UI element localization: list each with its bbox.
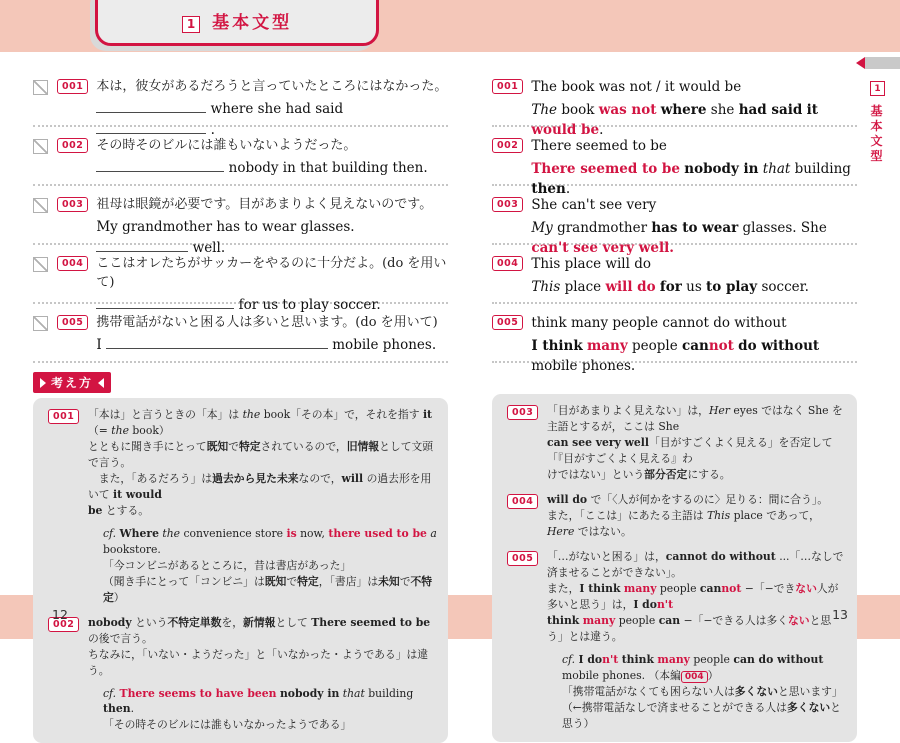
checkbox[interactable] bbox=[33, 198, 48, 213]
checkbox[interactable] bbox=[33, 80, 48, 95]
text-run: will bbox=[341, 471, 364, 485]
text-run: book） bbox=[128, 423, 170, 437]
text-run: −「−できる人は多く bbox=[680, 613, 789, 627]
ribbon-label: 考え方 bbox=[51, 376, 94, 390]
page-number-right: 13 bbox=[832, 607, 848, 622]
text-run: do without bbox=[738, 337, 820, 354]
item-body bbox=[531, 255, 857, 297]
answer-blank bbox=[96, 99, 206, 113]
text-run: なので， bbox=[298, 471, 342, 485]
text-run: 「目があまりよく見えない」は， bbox=[547, 404, 709, 417]
text-run: was not bbox=[598, 101, 657, 118]
text-run: nobody in that building then. bbox=[224, 159, 428, 176]
text-run: mobile phones. bbox=[531, 358, 636, 375]
text-run: where bbox=[660, 101, 707, 118]
text-run: building bbox=[364, 686, 414, 700]
text-run: building bbox=[790, 160, 851, 177]
text-run: it bbox=[806, 101, 818, 118]
spacer bbox=[547, 645, 846, 652]
tab-chapter-number: 1 bbox=[870, 81, 885, 96]
item-number-badge: 002 bbox=[492, 138, 523, 153]
text-run: と思います」 bbox=[777, 684, 843, 698]
answer-blank bbox=[96, 120, 206, 134]
text-run: My bbox=[531, 219, 553, 236]
right-page-column bbox=[492, 68, 857, 742]
text-run: の過去形を用いて bbox=[88, 471, 432, 501]
text-run: 004 bbox=[681, 671, 708, 683]
text-run: bookstore. bbox=[103, 542, 161, 556]
item-body bbox=[531, 78, 857, 141]
text-run: n't bbox=[656, 597, 674, 611]
text-run: glasses. She bbox=[738, 219, 827, 236]
text-run: then bbox=[103, 702, 131, 716]
text-run: の後で言う。 bbox=[88, 631, 153, 645]
spacer bbox=[88, 679, 437, 686]
text-run: と思う」とは違う。 bbox=[547, 613, 832, 643]
cf-example-line bbox=[562, 652, 846, 684]
chapter-number-box: 1 bbox=[182, 16, 200, 33]
item-body bbox=[531, 314, 857, 377]
text-run: many bbox=[587, 337, 628, 354]
explanation-line bbox=[547, 435, 846, 467]
text-run: . bbox=[565, 181, 571, 198]
text-run: many bbox=[623, 581, 657, 595]
text-run: cf. bbox=[103, 526, 117, 540]
text-run: where she had said bbox=[206, 100, 344, 117]
text-run: think bbox=[547, 613, 580, 627]
cf-example-line bbox=[103, 686, 437, 718]
text-run: This bbox=[706, 508, 731, 522]
left-page-column bbox=[33, 68, 448, 743]
text-run: it would bbox=[113, 487, 162, 501]
explanation-entry bbox=[44, 615, 437, 734]
text-run: されているので， bbox=[260, 439, 347, 453]
item-body bbox=[96, 196, 448, 259]
text-run: Here bbox=[547, 524, 575, 538]
chapter-header bbox=[95, 0, 379, 46]
text-run: 過去から見た未来 bbox=[212, 471, 299, 485]
answer-hint: think many people cannot do without bbox=[531, 315, 787, 331]
text-run: 「本は」と言うときの「本」は bbox=[88, 408, 243, 421]
text-run: ） bbox=[707, 668, 719, 682]
text-run: ...「…なしで済ませることができない」。 bbox=[547, 549, 844, 579]
text-run: とともに聞き手にとって bbox=[88, 439, 207, 453]
explanation-line bbox=[547, 581, 846, 613]
explanation-entry bbox=[503, 549, 846, 732]
text-run: また，「あるだろう」は bbox=[88, 471, 213, 485]
tab-bar bbox=[856, 57, 900, 69]
text-run: で「〈人が何かをするのに〉足りる：間に合う」。 bbox=[587, 492, 829, 506]
japanese-prompt: 本は，彼女があるだろうと言っていたところにはなかった。 bbox=[96, 79, 448, 94]
text-run: ない bbox=[788, 613, 810, 627]
text-run: という bbox=[131, 615, 168, 629]
text-run: を， bbox=[221, 615, 244, 629]
item-body bbox=[96, 255, 448, 316]
text-run: 多くない bbox=[734, 684, 778, 698]
text-run: now, bbox=[296, 526, 329, 540]
explanation-line bbox=[88, 615, 437, 647]
japanese-prompt: ここはオレたちがサッカーをやるのに十分だよ。(do を用いて) bbox=[96, 256, 447, 290]
explanation-line bbox=[547, 508, 846, 540]
text-run: とする。 bbox=[102, 503, 150, 517]
english-fill-line bbox=[96, 99, 448, 141]
page-number-left: 12 bbox=[52, 607, 68, 622]
left-arrow-icon bbox=[856, 57, 865, 69]
text-run: be bbox=[88, 503, 103, 517]
japanese-prompt: 祖母は眼鏡が必要です。目があまりよく見えないのです。 bbox=[96, 197, 433, 212]
text-run: で bbox=[228, 439, 239, 453]
text-run: cannot do without bbox=[665, 549, 776, 563]
text-run: また，「ここは」にあたる主語は bbox=[547, 508, 707, 522]
text-run: 特定 bbox=[297, 574, 319, 588]
text-run: . bbox=[599, 122, 604, 139]
text-run: （聞き手にとって「コンビニ」は bbox=[103, 574, 265, 588]
text-run: had said bbox=[738, 101, 803, 118]
explanation-line bbox=[88, 471, 437, 503]
exercise-item bbox=[33, 186, 448, 256]
item-number-badge: 004 bbox=[507, 494, 538, 509]
text-run: grandmother bbox=[552, 219, 652, 236]
text-run: it bbox=[422, 408, 433, 421]
text-run: ） bbox=[113, 590, 125, 604]
answer-hint: This place will do bbox=[531, 256, 651, 272]
english-fill-line bbox=[96, 217, 448, 259]
kangaekata-ribbon bbox=[33, 372, 111, 393]
text-run: で bbox=[286, 574, 298, 588]
text-run: she bbox=[706, 101, 739, 118]
text-run: the bbox=[242, 408, 261, 421]
item-body bbox=[531, 137, 857, 200]
text-run: 「その時そのビルには誰もいなかったようである」 bbox=[103, 718, 352, 732]
text-run: many bbox=[582, 613, 616, 627]
side-tab-char: 基 bbox=[870, 104, 883, 118]
cf-example-line bbox=[103, 526, 437, 558]
answer-sentence bbox=[531, 277, 857, 298]
text-run: cf. bbox=[103, 686, 117, 700]
text-run: book「その本」で，それを指す bbox=[260, 408, 423, 421]
text-run: 多くない bbox=[786, 700, 831, 714]
japanese-prompt: その時そのビルには誰もいないようだった。 bbox=[96, 138, 357, 153]
explanation-entry bbox=[503, 492, 846, 540]
explanation-entry bbox=[503, 403, 846, 483]
explanation-box-right bbox=[492, 394, 857, 742]
answer-hint: She can't see very bbox=[531, 197, 657, 213]
text-run: I do bbox=[633, 597, 657, 611]
text-run: 「…がないと困る」は， bbox=[547, 549, 666, 563]
text-run: 旧情報 bbox=[346, 439, 380, 453]
item-number-badge: 003 bbox=[492, 197, 523, 212]
text-run: people bbox=[627, 337, 683, 354]
text-run: the bbox=[162, 526, 181, 540]
tab-chapter-title bbox=[869, 104, 900, 164]
text-run: can bbox=[699, 581, 722, 595]
answer-item bbox=[492, 304, 857, 375]
text-run: mobile phones. （本編 bbox=[562, 668, 681, 682]
item-number-badge: 005 bbox=[507, 551, 538, 566]
text-run: not bbox=[721, 581, 742, 595]
text-run: will do bbox=[547, 492, 588, 506]
item-number-badge: 003 bbox=[507, 405, 538, 420]
text-run: can't see very well. bbox=[531, 240, 674, 257]
english-fill-line bbox=[96, 158, 448, 179]
item-number-badge: 004 bbox=[57, 256, 88, 271]
answer-hint: There seemed to be bbox=[531, 138, 667, 154]
ribbon-right-arrow-icon bbox=[40, 378, 46, 388]
answer-item bbox=[492, 68, 857, 139]
explanation-line bbox=[547, 403, 846, 435]
text-run: us bbox=[681, 278, 707, 295]
text-run: convenience store bbox=[180, 526, 287, 540]
text-run: n't bbox=[602, 652, 619, 666]
text-run: book bbox=[557, 101, 599, 118]
text-run: 未知 bbox=[378, 574, 400, 588]
ribbon-left-arrow-icon bbox=[98, 378, 104, 388]
text-run: has to wear bbox=[651, 219, 739, 236]
exercise-item bbox=[33, 68, 448, 138]
text-run: −「−でき bbox=[741, 581, 796, 595]
explanation-entry bbox=[44, 407, 437, 606]
text-run: well. bbox=[188, 239, 226, 256]
item-number-badge: 001 bbox=[48, 409, 79, 424]
chapter-title: 基本文型 bbox=[212, 13, 293, 33]
text-run: the bbox=[111, 423, 129, 437]
english-fill-line bbox=[96, 295, 448, 316]
text-run: （←携帯電話なしで済ませることができる人は bbox=[562, 700, 787, 714]
item-number-badge: 001 bbox=[57, 79, 88, 94]
text-run: can do without bbox=[733, 652, 824, 666]
text-run: けではない」という bbox=[547, 467, 645, 481]
text-run: I do bbox=[578, 652, 603, 666]
explanation-line bbox=[547, 492, 846, 508]
text-run: This bbox=[531, 278, 561, 295]
text-run: 既知 bbox=[264, 574, 287, 588]
text-run: will do bbox=[605, 278, 656, 295]
explanation-box-left bbox=[33, 398, 448, 743]
text-run: place bbox=[560, 278, 606, 295]
text-run: a bbox=[430, 526, 437, 540]
explanation-line bbox=[547, 549, 846, 581]
explanation-line bbox=[547, 613, 846, 645]
english-fill-line bbox=[96, 335, 448, 356]
checkbox[interactable] bbox=[33, 139, 48, 154]
text-run: . bbox=[130, 702, 134, 716]
text-run: There seemed to be bbox=[531, 160, 680, 177]
side-tab-char: 型 bbox=[870, 149, 883, 163]
text-run: for us to play soccer. bbox=[234, 296, 381, 313]
text-run: is bbox=[286, 526, 297, 540]
cf-example-line bbox=[562, 700, 846, 732]
text-run: 新情報 bbox=[243, 615, 276, 629]
text-run: にする。 bbox=[687, 467, 731, 481]
answer-hint: The book was not / it would be bbox=[531, 79, 742, 95]
item-number-badge: 002 bbox=[48, 617, 79, 632]
exercise-list bbox=[33, 68, 448, 363]
text-run: I bbox=[96, 336, 106, 353]
text-run: people bbox=[689, 652, 734, 666]
checkbox[interactable] bbox=[33, 316, 48, 331]
answer-list bbox=[492, 68, 857, 375]
text-run: として文頭で言う。 bbox=[88, 439, 434, 469]
text-run: that bbox=[342, 686, 365, 700]
text-run: I think bbox=[531, 337, 583, 354]
text-run: I think bbox=[579, 581, 621, 595]
cf-example-line bbox=[562, 684, 846, 700]
explanation-line bbox=[88, 407, 437, 439]
answer-blank bbox=[96, 295, 234, 309]
text-run: 部分否定 bbox=[644, 467, 688, 481]
text-run: 既知 bbox=[206, 439, 229, 453]
text-run: Her bbox=[708, 404, 730, 417]
text-run: for bbox=[659, 278, 682, 295]
item-number-badge: 002 bbox=[57, 138, 88, 153]
text-run: nobody bbox=[88, 615, 132, 629]
text-run: ではない。 bbox=[574, 524, 632, 538]
text-run: また， bbox=[547, 581, 580, 595]
cf-example-line bbox=[103, 574, 437, 606]
text-run: Where bbox=[119, 526, 159, 540]
item-number-badge: 001 bbox=[492, 79, 523, 94]
text-run: として bbox=[275, 615, 312, 629]
explanation-line bbox=[547, 467, 846, 483]
item-number-badge: 003 bbox=[57, 197, 88, 212]
text-run: people bbox=[656, 581, 700, 595]
tab-bar-rect bbox=[865, 57, 900, 69]
japanese-prompt: 携帯電話がないと困る人は多いと思います。(do を用いて) bbox=[96, 315, 438, 330]
text-run: （= bbox=[88, 423, 112, 437]
explanation-line bbox=[88, 503, 437, 519]
text-run: ない bbox=[795, 581, 817, 595]
answer-sentence bbox=[531, 336, 857, 378]
text-run: nobody in bbox=[279, 686, 340, 700]
text-run: ちなみに，「いない・ようだった」と「いなかった・ようである」は違う。 bbox=[88, 647, 429, 677]
answer-blank bbox=[96, 238, 188, 252]
text-run: people bbox=[615, 613, 659, 627]
answer-sentence bbox=[531, 218, 857, 260]
text-run: 不特定単数 bbox=[167, 615, 222, 629]
text-run: My grandmother has to wear glasses. bbox=[96, 218, 355, 235]
text-run: would be bbox=[531, 122, 600, 139]
text-run: . bbox=[206, 121, 215, 138]
text-run: can bbox=[682, 337, 709, 354]
text-run: mobile phones. bbox=[327, 336, 437, 353]
item-body bbox=[531, 196, 857, 259]
text-run: と思う） bbox=[562, 700, 841, 730]
text-run: 人が多いと思う」は， bbox=[547, 581, 839, 611]
text-run: で bbox=[399, 574, 411, 588]
item-number-badge: 005 bbox=[492, 315, 523, 330]
text-run: that bbox=[762, 160, 791, 177]
text-run: soccer. bbox=[757, 278, 809, 295]
text-run: 「携帯電話がなくても困らない人は bbox=[562, 684, 735, 698]
text-run: to play bbox=[706, 278, 758, 295]
text-run: 「目がすごくよく見える」を否定して「『目がすごくよく見える』わ bbox=[547, 435, 833, 465]
explanation-line bbox=[88, 439, 437, 471]
answer-sentence bbox=[531, 100, 857, 142]
text-run: think bbox=[621, 652, 654, 666]
text-run: 特定 bbox=[238, 439, 261, 453]
text-run: nobody in bbox=[684, 160, 759, 177]
answer-blank bbox=[106, 335, 328, 349]
text-run: then bbox=[531, 181, 566, 198]
chapter-side-tab bbox=[856, 57, 900, 164]
text-run: ，「書店」は bbox=[318, 574, 379, 588]
explanation-line bbox=[88, 647, 437, 679]
text-run: There seemed to be bbox=[311, 615, 431, 629]
side-tab-char: 本 bbox=[870, 119, 883, 133]
text-run: can bbox=[658, 613, 681, 627]
spacer bbox=[88, 519, 437, 526]
item-number-badge: 005 bbox=[57, 315, 88, 330]
answer-sentence bbox=[531, 159, 857, 201]
side-tab-char: 文 bbox=[870, 134, 883, 148]
text-run: there used to be bbox=[328, 526, 427, 540]
text-run: not bbox=[708, 337, 734, 354]
answer-blank bbox=[96, 158, 224, 172]
item-body bbox=[96, 314, 448, 356]
text-run: There seems to have been bbox=[119, 686, 277, 700]
text-run: cf. bbox=[562, 652, 576, 666]
cf-example-line bbox=[103, 717, 437, 733]
text-run: eyes ではなく She を主語とするが，ここは She bbox=[547, 404, 843, 433]
checkbox[interactable] bbox=[33, 257, 48, 272]
item-body bbox=[96, 78, 448, 141]
text-run: The bbox=[531, 101, 558, 118]
text-run: can see very well bbox=[547, 435, 649, 449]
text-run: many bbox=[657, 652, 690, 666]
cf-example-line bbox=[103, 558, 437, 574]
item-body bbox=[96, 137, 448, 179]
text-run: place であって， bbox=[730, 508, 820, 522]
text-run: 「今コンビニがあるところに，昔は書店があった」 bbox=[103, 558, 352, 572]
text-run: 不特定 bbox=[103, 574, 433, 604]
item-number-badge: 004 bbox=[492, 256, 523, 271]
